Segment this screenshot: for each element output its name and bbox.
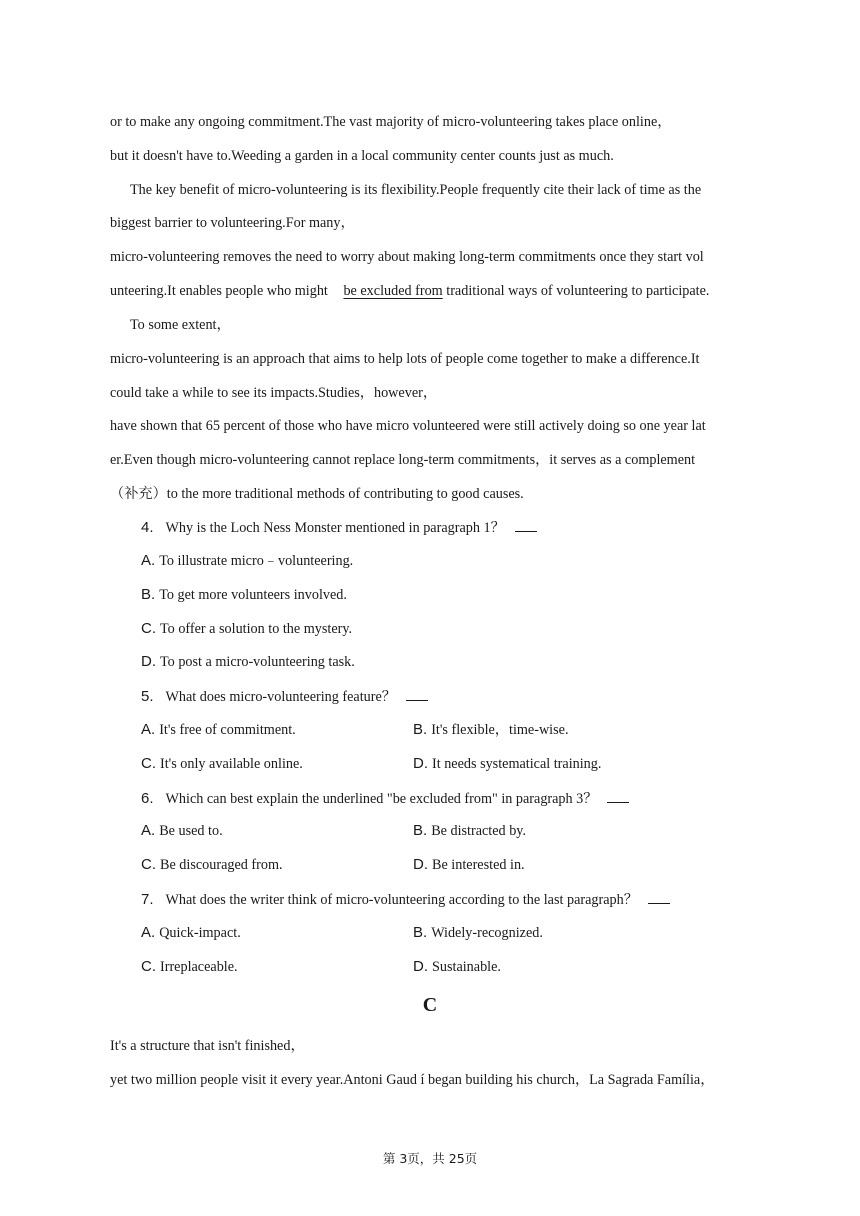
option-5c[interactable] bbox=[141, 754, 303, 774]
option-text: Be discouraged from. bbox=[160, 857, 283, 873]
passage-line: or to make any ongoing commitment.The vast majority of micro-volunteering takes place online， bbox=[110, 114, 672, 130]
option-7a[interactable] bbox=[141, 923, 241, 943]
question-7 bbox=[141, 889, 670, 910]
option-letter: B. bbox=[141, 586, 156, 603]
passage-line bbox=[110, 281, 709, 301]
option-text: To post a micro-volunteering task. bbox=[160, 654, 355, 670]
passage-line: （补充）to the more traditional methods of contributing to good causes. bbox=[110, 486, 524, 502]
option-text: It needs systematical training. bbox=[432, 756, 602, 772]
underlined-phrase: be excluded from bbox=[343, 283, 443, 299]
option-letter: C. bbox=[141, 620, 156, 637]
option-5d[interactable] bbox=[413, 754, 601, 774]
option-text: To illustrate micro﹣volunteering. bbox=[159, 553, 354, 569]
option-6d[interactable] bbox=[413, 855, 525, 875]
option-4a[interactable] bbox=[141, 551, 353, 571]
paragraph-3-start: The key benefit of micro-volunteering is its flexibility.People frequently cite their lack of time as the bbox=[130, 182, 702, 198]
option-letter: A. bbox=[141, 924, 156, 941]
question-text: Why is the Loch Ness Monster mentioned in paragraph 1？ bbox=[165, 520, 505, 536]
answer-blank[interactable] bbox=[607, 788, 629, 803]
option-text: To get more volunteers involved. bbox=[159, 587, 347, 603]
option-letter: D. bbox=[141, 653, 156, 670]
option-letter: D. bbox=[413, 856, 428, 873]
option-letter: C. bbox=[141, 755, 156, 772]
option-text: To offer a solution to the mystery. bbox=[160, 621, 353, 637]
option-text: It's flexible，time-wise. bbox=[431, 722, 569, 738]
option-5b[interactable] bbox=[413, 720, 569, 740]
answer-blank[interactable] bbox=[648, 889, 670, 904]
question-text: What does micro-volunteering feature？ bbox=[165, 689, 396, 705]
option-5a[interactable] bbox=[141, 720, 296, 740]
option-letter: C. bbox=[141, 856, 156, 873]
question-number: 7. bbox=[141, 891, 154, 908]
passage-line: micro-volunteering is an approach that aims to help lots of people come together to make a difference.It bbox=[110, 351, 700, 367]
option-6b[interactable] bbox=[413, 821, 526, 841]
option-6a[interactable] bbox=[141, 821, 223, 841]
passage-line: but it doesn't have to.Weeding a garden in a local community center counts just as much. bbox=[110, 148, 614, 164]
paragraph-4-start: To some extent， bbox=[130, 317, 231, 333]
option-letter: D. bbox=[413, 958, 428, 975]
option-letter: B. bbox=[413, 721, 428, 738]
option-4c[interactable] bbox=[141, 619, 352, 639]
option-6c[interactable] bbox=[141, 855, 283, 875]
option-text: Quick-impact. bbox=[159, 925, 241, 941]
page-footer: 第 3页，共 25页 bbox=[382, 1151, 478, 1166]
option-7b[interactable] bbox=[413, 923, 543, 943]
question-text: Which can best explain the underlined "be excluded from" in paragraph 3？ bbox=[165, 791, 598, 807]
option-letter: C. bbox=[141, 958, 156, 975]
passage-line: It's a structure that isn't finished， bbox=[110, 1038, 305, 1054]
option-4b[interactable] bbox=[141, 585, 347, 605]
question-number: 4. bbox=[141, 519, 154, 536]
option-letter: B. bbox=[413, 822, 428, 839]
option-text: Sustainable. bbox=[432, 959, 501, 975]
option-7d[interactable] bbox=[413, 957, 501, 977]
option-letter: A. bbox=[141, 822, 156, 839]
option-letter: B. bbox=[413, 924, 428, 941]
passage-line: biggest barrier to volunteering.For many， bbox=[110, 215, 355, 231]
question-5 bbox=[141, 686, 428, 707]
option-text: It's free of commitment. bbox=[159, 722, 296, 738]
passage-text: unteering.It enables people who might bbox=[110, 283, 328, 299]
passage-line: have shown that 65 percent of those who have micro volunteered were still actively doing so one year lat bbox=[110, 418, 706, 434]
passage-line: yet two million people visit it every year.Antoni Gaud í began building his church，La Sagrada Família， bbox=[110, 1072, 715, 1088]
question-number: 5. bbox=[141, 688, 154, 705]
option-text: Be distracted by. bbox=[431, 823, 527, 839]
option-text: Be used to. bbox=[159, 823, 223, 839]
option-text: It's only available online. bbox=[160, 756, 303, 772]
option-letter: A. bbox=[141, 552, 156, 569]
answer-blank[interactable] bbox=[515, 517, 537, 532]
section-heading: C bbox=[422, 994, 438, 1016]
option-letter: D. bbox=[413, 755, 428, 772]
passage-line: could take a while to see its impacts.Studies，however， bbox=[110, 385, 438, 401]
question-4 bbox=[141, 517, 537, 538]
passage-line: micro-volunteering removes the need to worry about making long-term commitments once they start vol bbox=[110, 249, 704, 265]
option-text: Widely-recognized. bbox=[431, 925, 543, 941]
question-text: What does the writer think of micro-volunteering according to the last paragraph？ bbox=[165, 892, 638, 908]
passage-line: er.Even though micro-volunteering cannot replace long-term commitments，it serves as a complement bbox=[110, 452, 696, 468]
answer-blank[interactable] bbox=[406, 686, 428, 701]
option-7c[interactable] bbox=[141, 957, 238, 977]
option-text: Be interested in. bbox=[432, 857, 525, 873]
option-letter: A. bbox=[141, 721, 156, 738]
question-number: 6. bbox=[141, 790, 154, 807]
option-text: Irreplaceable. bbox=[160, 959, 238, 975]
option-4d[interactable] bbox=[141, 652, 355, 672]
question-6 bbox=[141, 788, 629, 809]
passage-text: traditional ways of volunteering to participate. bbox=[446, 283, 710, 299]
